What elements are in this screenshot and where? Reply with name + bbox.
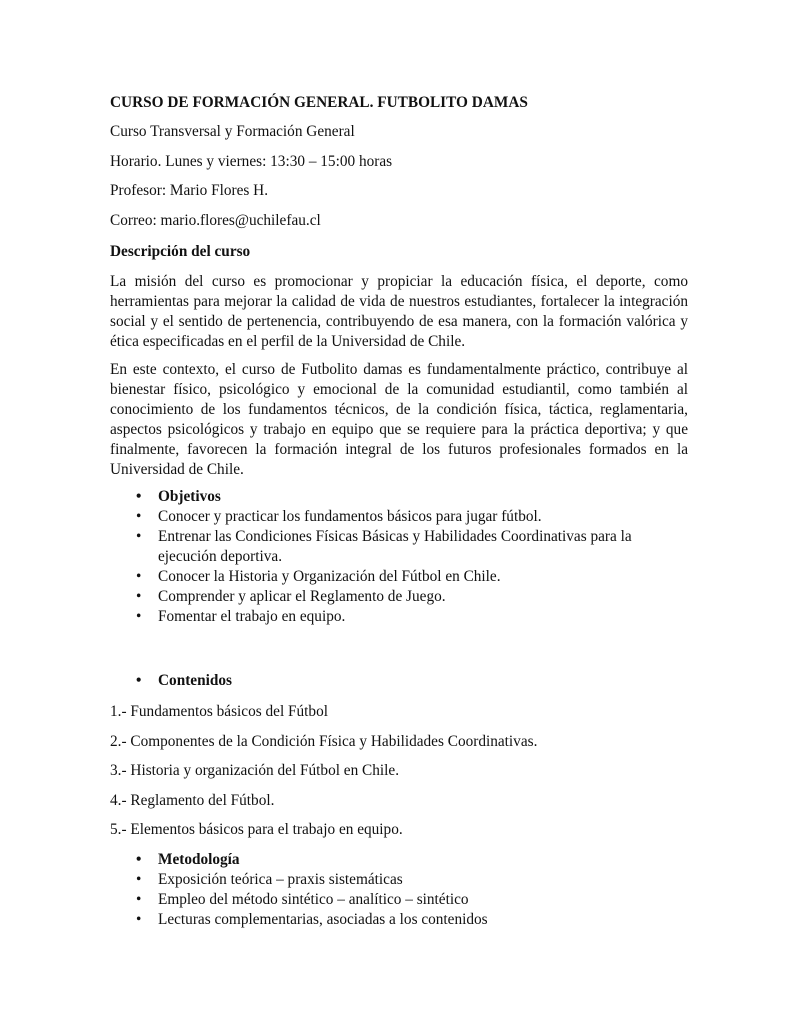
objetivos-heading-text: Objetivos [158,488,221,505]
list-item [110,507,688,527]
list-item [110,527,688,567]
objetivos-heading [110,487,688,507]
contenidos-item: 1.- Fundamentos básicos del Fútbol [110,703,328,720]
bullet-icon: • [136,528,142,545]
list-item [110,910,688,930]
description-paragraph-2: En este contexto, el curso de Futbolito damas es fundamentalmente práctico, contribuye al bienestar físico, psicológico y emocional de la comunidad estudiantil, como también al conocimiento de los fundamentos técnicos, de la condición física, táctica, reglamentaria, aspectos psicológicos y trabajo en equipo que se requiere para la práctica deportiva; y que finalmente, favorecen la formación integral de los futuros profesionales formados en la Universidad de Chile. [110,361,688,478]
list-item [110,587,688,607]
bullet-icon: • [136,871,142,888]
info-line-schedule: Horario. Lunes y viernes: 13:30 – 15:00 horas [110,153,393,170]
list-item-text: Empleo del método sintético – analítico – sintético [158,891,469,908]
info-line-course-type: Curso Transversal y Formación General [110,123,355,140]
bullet-icon: • [136,891,142,908]
info-line-email: Correo: mario.flores@uchilefau.cl [110,212,321,229]
contenidos-item: 3.- Historia y organización del Fútbol en Chile. [110,762,400,779]
metodologia-list [110,850,688,930]
bullet-icon: • [136,672,142,689]
contenidos-heading-list [110,671,688,691]
metodologia-heading [110,850,688,870]
description-heading: Descripción del curso [110,243,251,260]
list-item-text: Entrenar las Condiciones Físicas Básicas y Habilidades Coordinativas para la ejecución deportiva. [158,528,632,565]
contenidos-heading [110,671,688,691]
list-item-text: Comprender y aplicar el Reglamento de Juego. [158,588,446,605]
list-item-text: Conocer y practicar los fundamentos básicos para jugar fútbol. [158,508,542,525]
bullet-icon: • [136,911,142,928]
bullet-icon: • [136,488,142,505]
contenidos-item: 4.- Reglamento del Fútbol. [110,792,275,809]
contenidos-heading-text: Contenidos [158,672,232,689]
list-item [110,890,688,910]
bullet-icon: • [136,851,142,868]
list-item-text: Lecturas complementarias, asociadas a los contenidos [158,911,488,928]
contenidos-item: 2.- Componentes de la Condición Física y Habilidades Coordinativas. [110,733,538,750]
objetivos-list [110,487,688,627]
list-item [110,567,688,587]
bullet-icon: • [136,608,142,625]
bullet-icon: • [136,588,142,605]
info-line-professor: Profesor: Mario Flores H. [110,182,269,199]
list-item [110,607,688,627]
contenidos-item: 5.- Elementos básicos para el trabajo en equipo. [110,821,403,838]
document-title: CURSO DE FORMACIÓN GENERAL. FUTBOLITO DAMAS [110,94,528,111]
list-item-text: Conocer la Historia y Organización del Fútbol en Chile. [158,568,501,585]
list-item-text: Exposición teórica – praxis sistemáticas [158,871,403,888]
bullet-icon: • [136,508,142,525]
metodologia-heading-text: Metodología [158,851,240,868]
list-item [110,870,688,890]
list-item-text: Fomentar el trabajo en equipo. [158,608,346,625]
bullet-icon: • [136,568,142,585]
description-paragraph-1: La misión del curso es promocionar y propiciar la educación física, el deporte, como herramientas para mejorar la calidad de vida de nuestros estudiantes, fortalecer la integración social y el sentido de pertenencia, contribuyendo de esa manera, con la formación valórica y ética especificadas en el perfil de la Universidad de Chile. [110,273,688,350]
